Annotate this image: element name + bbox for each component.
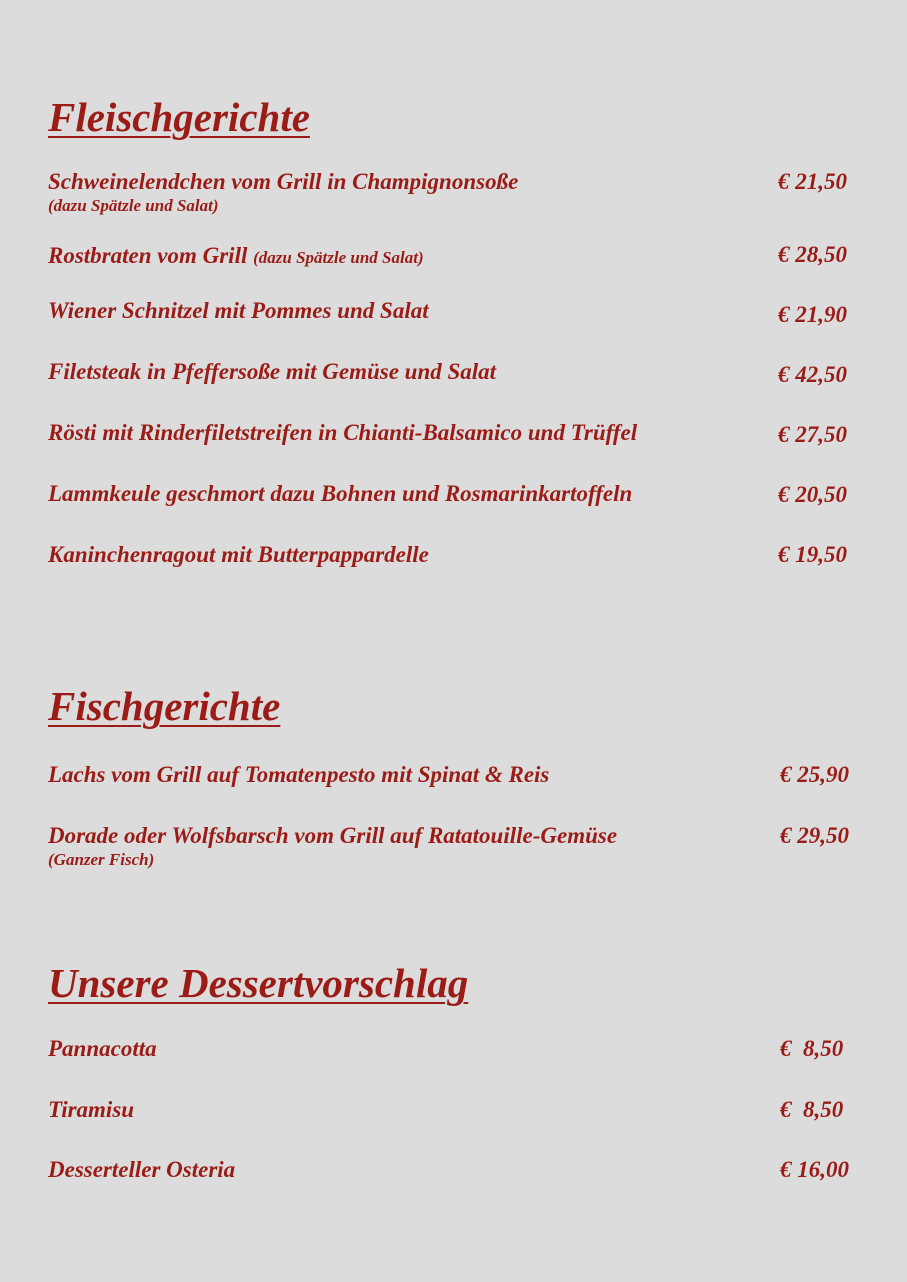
menu-item-price: € 20,50 (778, 482, 847, 507)
menu-item-note: (dazu Spätzle und Salat) (253, 248, 424, 267)
menu-item-name (48, 481, 768, 507)
menu-item-title: Filetsteak in Pfeffersoße mit Gemüse und Salat (48, 359, 497, 384)
section-heading-fleischgerichte: Fleischgerichte (48, 94, 310, 140)
menu-item-name (48, 359, 768, 385)
section-heading-fischgerichte: Fischgerichte (48, 683, 281, 729)
menu-item-price: € 8,50 (780, 1036, 844, 1061)
menu-item-name (48, 823, 768, 871)
menu-item-name (48, 542, 768, 568)
menu-item-price: € 25,90 (780, 762, 849, 787)
menu-item-price: € 21,90 (778, 302, 847, 327)
menu-item-name (48, 420, 768, 446)
menu-item-name (48, 243, 768, 269)
menu-item-name (48, 762, 768, 788)
menu-item-name (48, 1157, 768, 1183)
menu-item-name (48, 1097, 768, 1123)
menu-item-price: € 29,50 (780, 823, 849, 848)
menu-item-title: Kaninchenragout mit Butterpappardelle (48, 542, 429, 567)
menu-item-note: (dazu Spätzle und Salat) (48, 196, 219, 216)
menu-item-price: € 19,50 (778, 542, 847, 567)
menu-item-price: € 27,50 (778, 422, 847, 447)
menu-item-title: Dorade oder Wolfsbarsch vom Grill auf Ratatouille-Gemüse (48, 823, 618, 848)
menu-item-price: € 42,50 (778, 362, 847, 387)
menu-item-price: € 8,50 (780, 1097, 844, 1122)
menu-item-title: Wiener Schnitzel mit Pommes und Salat (48, 298, 429, 323)
menu-item-title: Pannacotta (48, 1036, 157, 1061)
menu-item-title: Desserteller Osteria (48, 1157, 236, 1182)
menu-item-title: Tiramisu (48, 1097, 135, 1122)
menu-item-name (48, 169, 768, 217)
menu-item-title: Lammkeule geschmort dazu Bohnen und Rosmarinkartoffeln (48, 481, 633, 506)
menu-item-title: Lachs vom Grill auf Tomatenpesto mit Spinat & Reis (48, 762, 550, 787)
menu-item-price: € 28,50 (778, 242, 847, 267)
menu-item-title: Rostbraten vom Grill (48, 243, 248, 268)
section-heading-dessert: Unsere Dessertvorschlag (48, 960, 469, 1006)
menu-item-price: € 16,00 (780, 1157, 849, 1182)
menu-item-title: Rösti mit Rinderfiletstreifen in Chianti-Balsamico und Trüffel (48, 420, 638, 445)
menu-item-price: € 21,50 (778, 169, 847, 194)
menu-item-note: (Ganzer Fisch) (48, 850, 155, 870)
menu-item-title: Schweinelendchen vom Grill in Champignonsoße (48, 169, 519, 194)
menu-item-name (48, 1036, 768, 1062)
menu-item-name (48, 298, 768, 324)
